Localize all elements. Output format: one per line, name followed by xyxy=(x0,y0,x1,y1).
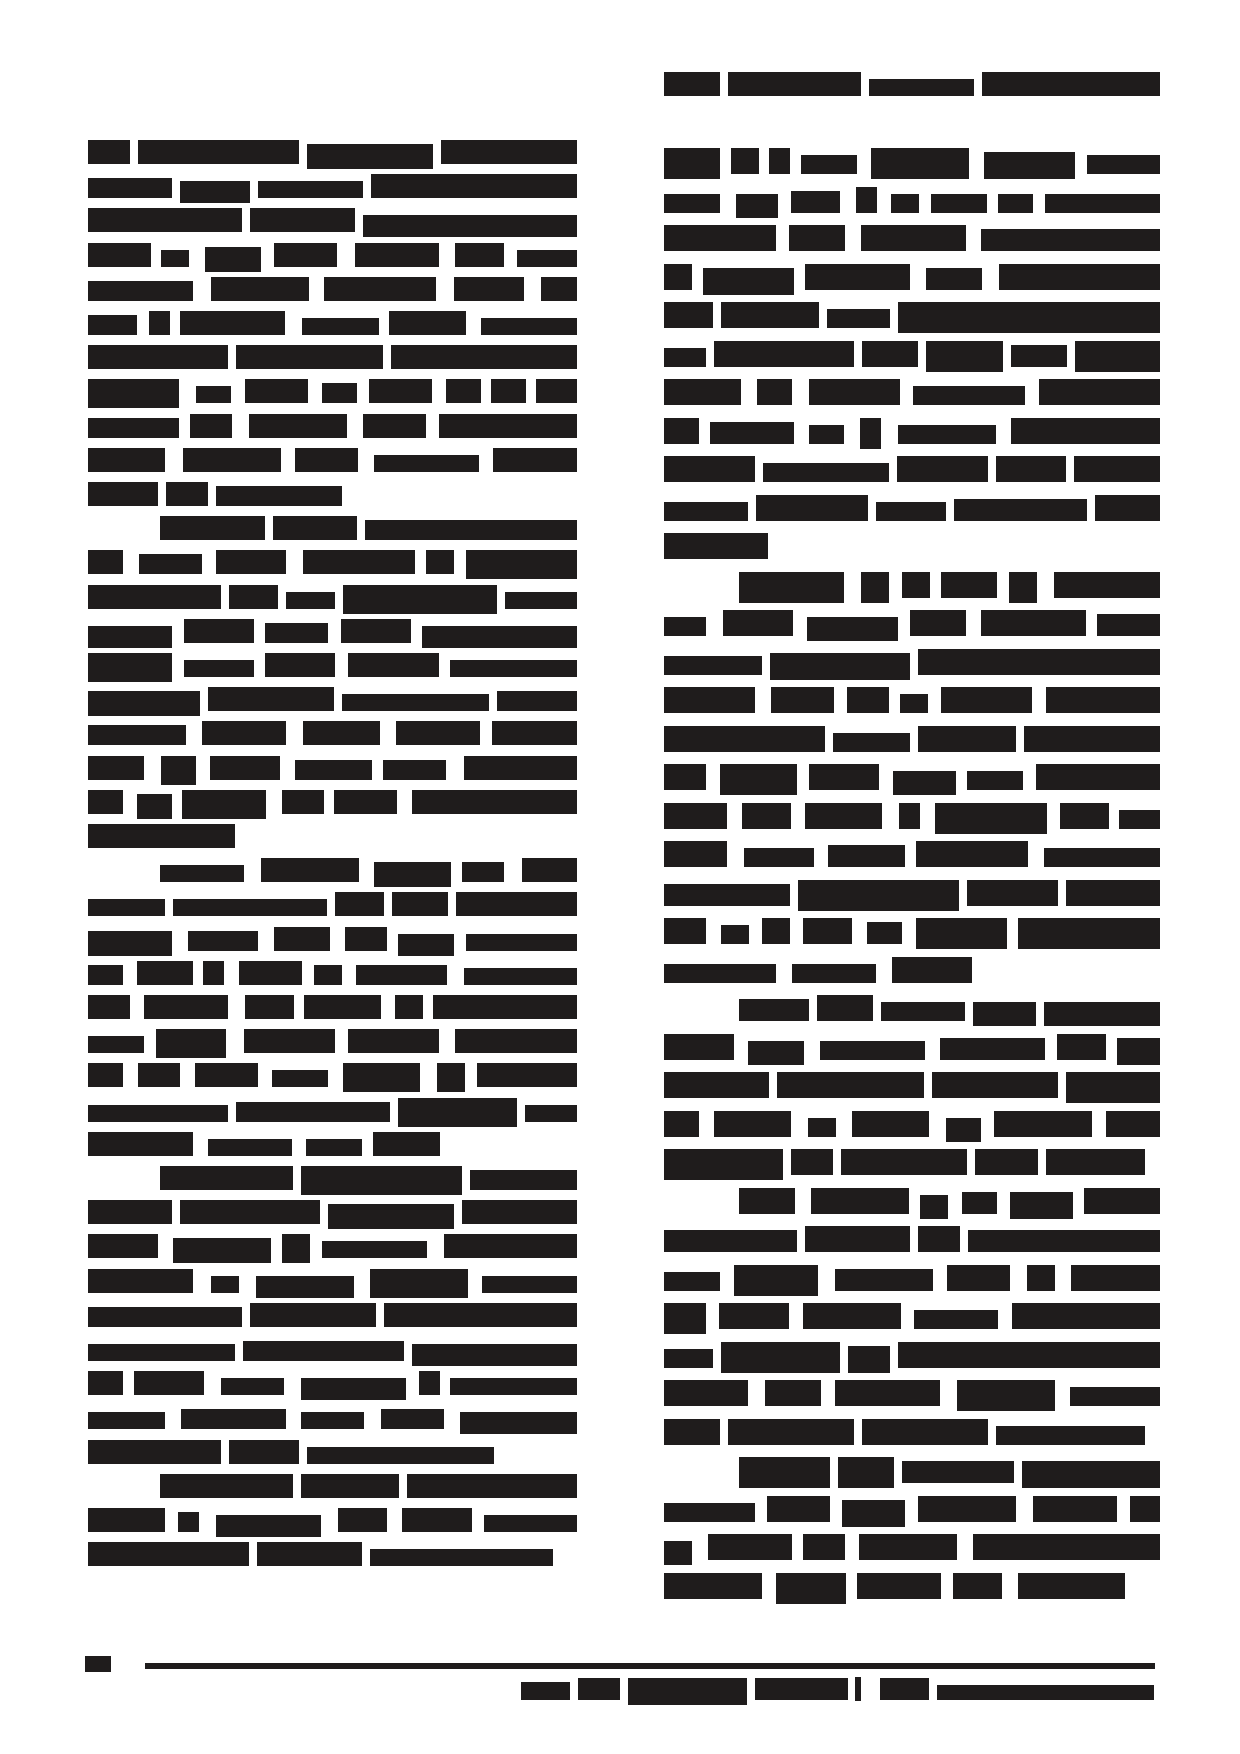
footer-separator-bar xyxy=(855,1677,861,1701)
footer-rule xyxy=(145,1663,1155,1669)
redacted-word xyxy=(755,1678,848,1700)
page-number xyxy=(85,1656,111,1672)
redacted-word xyxy=(521,1682,570,1700)
redacted-word xyxy=(628,1678,747,1705)
redacted-word xyxy=(578,1678,620,1700)
redacted-word xyxy=(937,1685,1154,1700)
redacted-word xyxy=(880,1678,929,1700)
